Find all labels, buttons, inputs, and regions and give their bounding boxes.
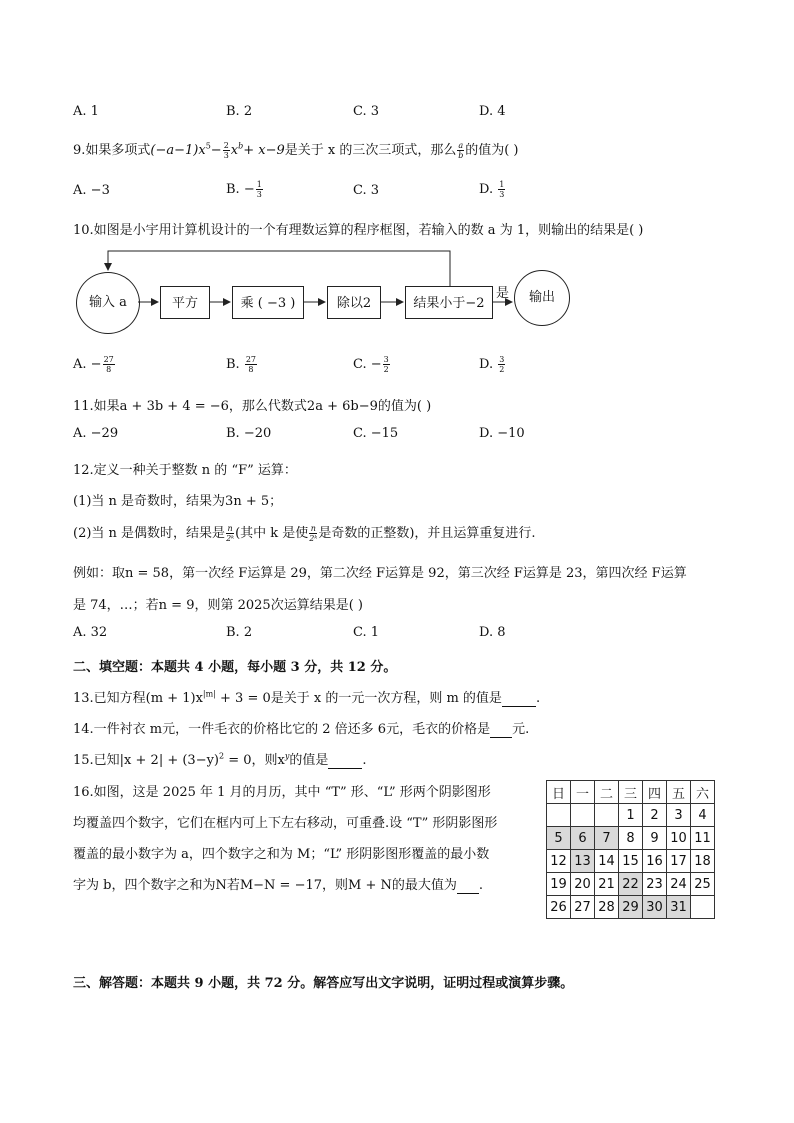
q10-option-b: B. $\frac{27}{8}$ <box>226 355 257 374</box>
q9-option-a: A. −3 <box>73 183 110 198</box>
calendar-day-cell: 10 <box>667 827 691 850</box>
flow-output: 输出 <box>514 270 570 326</box>
flow-step-divide: 除以2 <box>327 286 381 319</box>
calendar-header: 二 <box>595 781 619 804</box>
section2-heading: 二、填空题：本题共 4 小题，每小题 3 分，共 12 分。 <box>73 660 397 675</box>
q9-option-b: B. − $\frac{1}{3}$ <box>226 180 262 199</box>
q13-blank <box>502 691 536 707</box>
calendar-week-row <box>547 896 715 919</box>
calendar-week-row <box>547 850 715 873</box>
q14-blank <box>490 722 512 738</box>
q15-stem: 15.已知$|x + 2| + (3-y)^2 = 0$，则$x^y$的值是 . <box>73 751 367 768</box>
q14-stem: 14.一件衬衣 m元，一件毛衣的价格比它的 2 倍还多 6元，毛衣的价格是 元. <box>73 722 530 737</box>
q9-suffix: 的值为( ) <box>465 143 519 158</box>
calendar-day-cell: 31 <box>667 896 691 919</box>
calendar-day-cell <box>691 896 715 919</box>
calendar-day-cell: 24 <box>667 873 691 896</box>
q9-prefix: 9.如果多项式 <box>73 143 151 158</box>
calendar-week-row <box>547 804 715 827</box>
calendar-day-cell: 14 <box>595 850 619 873</box>
calendar-day-cell: 3 <box>667 804 691 827</box>
calendar-day-cell: 22 <box>619 873 643 896</box>
q8-option-c: C. 3 <box>353 104 380 119</box>
calendar-day-cell: 15 <box>619 850 643 873</box>
q9-ratio: $\frac{a}{b}$ <box>458 141 464 160</box>
flow-step-square: 平方 <box>160 286 210 319</box>
calendar-header-row <box>547 781 715 804</box>
calendar-header: 一 <box>571 781 595 804</box>
calendar-day-cell: 6 <box>571 827 595 850</box>
calendar-day-cell: 18 <box>691 850 715 873</box>
q12-line5: 是 74，…；若n = 9，则第 2025次运算结果是( ) <box>73 598 363 613</box>
q11-option-c: C. −15 <box>353 426 399 441</box>
calendar-header: 三 <box>619 781 643 804</box>
calendar-day-cell: 4 <box>691 804 715 827</box>
q15-blank <box>328 753 362 769</box>
q16-line4: 字为 b，四个数字之和为N若M−N = −17，则M + N的最大值为 . <box>73 878 483 893</box>
calendar-day-cell: 27 <box>571 896 595 919</box>
q16-line1: 16.如图，这是 2025 年 1 月的月历，其中 “T” 形、“L” 形两个阴影图形 <box>73 785 491 800</box>
calendar-day-cell: 5 <box>547 827 571 850</box>
calendar-day-cell: 23 <box>643 873 667 896</box>
calendar-body <box>547 804 715 919</box>
calendar-day-cell: 11 <box>691 827 715 850</box>
q9-exp5: 5 <box>205 141 211 151</box>
q12-option-a: A. 32 <box>73 625 108 640</box>
q9-option-d: D. $\frac{1}{3}$ <box>479 180 505 199</box>
flow-condition: 结果小于−2 <box>405 286 493 319</box>
calendar-day-cell: 29 <box>619 896 643 919</box>
calendar-day-cell: 8 <box>619 827 643 850</box>
q12-line3: (2)当 n 是偶数时，结果是 $\frac{n}{\text{2ᵏ}}$ (其中 k 是使 $\frac{n}{\text{2ᵏ}}$ 是奇数的正整数)，并且运算重复进行. <box>73 524 536 543</box>
q11-stem: 11.如果a + 3b + 4 = −6，那么代数式2a + 6b−9的值为( ) <box>73 399 432 414</box>
q10-option-d: D. $\frac{3}{2}$ <box>479 355 505 374</box>
q11-option-a: A. −29 <box>73 426 119 441</box>
q8-option-a: A. 1 <box>73 104 99 119</box>
calendar-table <box>546 780 715 919</box>
calendar-day-cell: 16 <box>643 850 667 873</box>
q9-mid: 是关于 x 的三次三项式，那么 <box>284 143 457 158</box>
flow-step-multiply: 乘 ( −3 ) <box>232 286 304 319</box>
calendar-day-cell <box>571 804 595 827</box>
calendar-day-cell: 26 <box>547 896 571 919</box>
q12-option-b: B. 2 <box>226 625 253 640</box>
calendar-day-cell: 12 <box>547 850 571 873</box>
flow-loop-back <box>108 251 450 286</box>
calendar-header: 五 <box>667 781 691 804</box>
q10-stem: 10.如图是小宇用计算机设计的一个有理数运算的程序框图，若输入的数 a 为 1，则输出的结果是( ) <box>73 223 644 238</box>
q9-rest: + x−9 <box>243 143 285 158</box>
q8-option-b: B. 2 <box>226 104 253 119</box>
calendar-header: 四 <box>643 781 667 804</box>
q12-line2: (1)当 n 是奇数时，结果为3n + 5； <box>73 494 283 509</box>
flow-yes-label: 是 <box>496 286 510 301</box>
q10-option-c: C. − $\frac{3}{2}$ <box>353 355 389 374</box>
calendar-week-row <box>547 827 715 850</box>
q11-option-d: D. −10 <box>479 426 525 441</box>
calendar-day-cell <box>595 804 619 827</box>
calendar-week-row <box>547 873 715 896</box>
calendar-day-cell: 7 <box>595 827 619 850</box>
calendar-day-cell: 20 <box>571 873 595 896</box>
calendar-day-cell: 1 <box>619 804 643 827</box>
calendar-day-cell: 17 <box>667 850 691 873</box>
q12-line4: 例如：取n = 58，第一次经 F运算是 29，第二次经 F运算是 92，第三次经 F运算是 23，第四次经 F运算 <box>73 566 687 581</box>
q13-stem: 13.已知方程$(m + 1)x^{|m|} + 3 = 0$是关于 x 的一元一次方程，则 m 的值是 . <box>73 689 541 706</box>
q11-option-b: B. −20 <box>226 426 272 441</box>
calendar-header: 日 <box>547 781 571 804</box>
calendar-day-cell <box>547 804 571 827</box>
q16-line2: 均覆盖四个数字，它们在框内可上下左右移动，可重叠.设 “T” 形阴影图形 <box>73 816 498 831</box>
calendar-day-cell: 30 <box>643 896 667 919</box>
section3-heading: 三、解答题：本题共 9 小题，共 72 分。解答应写出文字说明，证明过程或演算步骤。 <box>73 976 574 991</box>
q9-option-c: C. 3 <box>353 183 380 198</box>
q12-option-d: D. 8 <box>479 625 506 640</box>
q10-option-a: A. − $\frac{27}{8}$ <box>73 355 114 374</box>
q9-minus: − <box>210 143 222 158</box>
q16-blank <box>457 878 479 894</box>
flow-input: 输入 a <box>76 272 140 334</box>
q9-x: x <box>230 143 239 158</box>
calendar-header: 六 <box>691 781 715 804</box>
calendar-day-cell: 13 <box>571 850 595 873</box>
calendar-day-cell: 9 <box>643 827 667 850</box>
q9-term1: (−a−1)x <box>150 143 206 158</box>
calendar-day-cell: 25 <box>691 873 715 896</box>
q8-option-d: D. 4 <box>479 104 506 119</box>
calendar-day-cell: 19 <box>547 873 571 896</box>
q12-option-c: C. 1 <box>353 625 380 640</box>
q12-line1: 12.定义一种关于整数 n 的 “F” 运算： <box>73 463 297 478</box>
q9-fraction: $\frac{2}{3}$ <box>223 141 229 160</box>
q16-line3: 覆盖的最小数字为 a，四个数字之和为 M；“L” 形阴影图形覆盖的最小数 <box>73 847 490 862</box>
calendar-day-cell: 2 <box>643 804 667 827</box>
calendar-day-cell: 28 <box>595 896 619 919</box>
calendar-day-cell: 21 <box>595 873 619 896</box>
q9-expb: b <box>238 141 244 151</box>
